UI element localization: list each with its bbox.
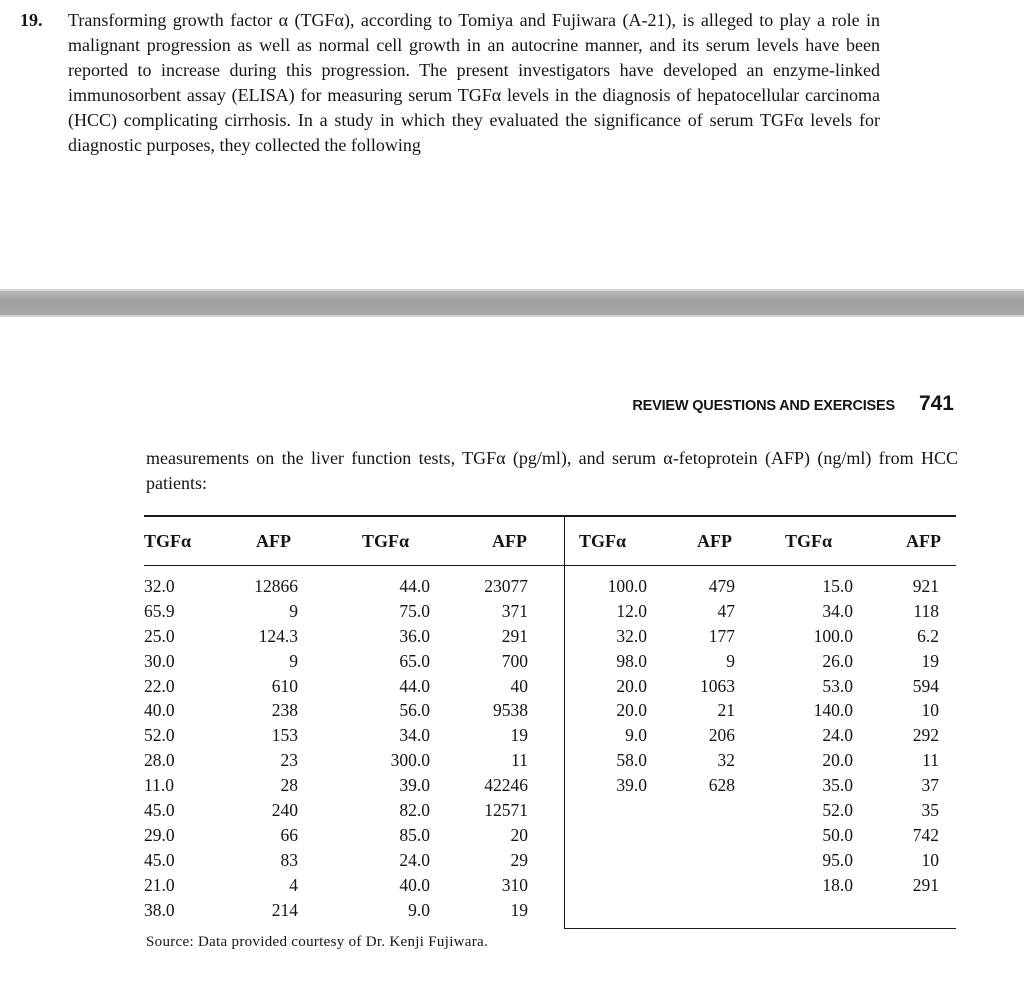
table-cell: 9 xyxy=(289,600,298,621)
header-cell: AFP xyxy=(697,530,732,551)
table-cell: 10 xyxy=(921,700,939,721)
page-number: 741 xyxy=(918,392,954,415)
table-cell: 26.0 xyxy=(822,650,853,671)
table-cell: 34.0 xyxy=(399,725,430,746)
table-cell: 11.0 xyxy=(144,775,174,796)
table-cell: 238 xyxy=(271,700,298,721)
table-cell: 479 xyxy=(708,576,735,596)
table-cell: 29.0 xyxy=(144,824,175,845)
table-cell: 65.9 xyxy=(144,600,175,621)
table-cell: 4 xyxy=(289,874,298,895)
table-column xyxy=(565,574,647,922)
table-cell: 52.0 xyxy=(144,725,175,746)
header-cell: AFP xyxy=(492,530,527,551)
table-cell: 15.0 xyxy=(822,576,853,596)
table-cell: 1063 xyxy=(700,675,735,696)
data-table xyxy=(144,515,956,929)
table-cell: 36.0 xyxy=(399,625,430,646)
table-cell: 82.0 xyxy=(399,800,430,821)
table-cell: 9.0 xyxy=(625,725,647,746)
header-cell: AFP xyxy=(256,530,291,551)
table-column xyxy=(298,574,430,922)
table-cell: 11 xyxy=(922,750,939,771)
table-cell: 75.0 xyxy=(399,600,430,621)
table-cell: 371 xyxy=(501,600,528,621)
table-cell: 20 xyxy=(510,824,528,845)
running-head-title: REVIEW QUESTIONS AND EXERCISES xyxy=(632,398,895,414)
header-cell: TGFα xyxy=(785,530,833,551)
table-cell: 29 xyxy=(510,849,528,870)
table-cell: 66 xyxy=(280,824,298,845)
table-cell: 300.0 xyxy=(390,750,430,771)
table-cell: 177 xyxy=(708,625,735,646)
table-cell: 100.0 xyxy=(813,625,853,646)
table-column xyxy=(735,574,853,922)
table-cell: 292 xyxy=(912,725,939,746)
table-cell: 32.0 xyxy=(616,625,647,646)
table-cell: 19 xyxy=(921,650,939,671)
table-cell: 45.0 xyxy=(144,849,175,870)
table-cell: 23077 xyxy=(484,576,528,596)
table-cell: 24.0 xyxy=(822,725,853,746)
table-source-note: Source: Data provided courtesy of Dr. Kenji Fujiwara. xyxy=(146,934,489,950)
intro-text: measurements on the liver function tests, TGFα (pg/ml), and serum α-fetoprotein (AFP) (ng/ml) from HCC patients: xyxy=(146,448,958,493)
header-cell: AFP xyxy=(906,530,941,551)
table-cell: 594 xyxy=(912,675,939,696)
table-cell: 35.0 xyxy=(822,775,853,796)
table-cell: 58.0 xyxy=(616,750,647,771)
table-cell: 25.0 xyxy=(144,625,175,646)
exercise-block xyxy=(20,8,880,158)
table-cell: 9 xyxy=(289,650,298,671)
table-cell: 214 xyxy=(271,899,298,920)
table-cell: 37 xyxy=(921,775,939,796)
table-cell: 24.0 xyxy=(399,849,430,870)
table-cell: 38.0 xyxy=(144,899,175,920)
table-cell: 19 xyxy=(510,899,528,920)
table-cell: 19 xyxy=(510,725,528,746)
table-cell: 921 xyxy=(912,576,939,596)
table-cell: 53.0 xyxy=(822,675,853,696)
table-cell: 32 xyxy=(717,750,735,771)
table-cell: 28.0 xyxy=(144,750,175,771)
table-cell: 742 xyxy=(912,824,939,845)
table-cell: 20.0 xyxy=(616,700,647,721)
table-cell: 35 xyxy=(921,800,939,821)
table-column xyxy=(430,574,528,922)
table-cell: 118 xyxy=(913,600,939,621)
table-cell: 700 xyxy=(501,650,528,671)
table-cell: 44.0 xyxy=(399,675,430,696)
table-cell: 47 xyxy=(717,600,735,621)
table-cell: 291 xyxy=(501,625,528,646)
table-cell: 100.0 xyxy=(607,576,647,596)
table-cell: 45.0 xyxy=(144,800,175,821)
table-cell: 9 xyxy=(726,650,735,671)
table-cell: 39.0 xyxy=(399,775,430,796)
table-cell: 28 xyxy=(280,775,298,796)
table-cell: 124.3 xyxy=(258,625,298,646)
table-cell: 9.0 xyxy=(408,899,430,920)
table-cell: 34.0 xyxy=(822,600,853,621)
table-cell: 9538 xyxy=(493,700,528,721)
table-cell: 628 xyxy=(708,775,735,796)
table-cell: 85.0 xyxy=(399,824,430,845)
table-column xyxy=(144,574,214,922)
table-cell: 12571 xyxy=(484,800,528,821)
table-cell: 32.0 xyxy=(144,576,175,596)
table-cell: 21.0 xyxy=(144,874,175,895)
table-cell: 240 xyxy=(271,800,298,821)
table-cell: 65.0 xyxy=(399,650,430,671)
table-cell: 153 xyxy=(271,725,298,746)
table-cell: 12.0 xyxy=(616,600,647,621)
table-cell: 291 xyxy=(912,874,939,895)
table-cell: 12866 xyxy=(254,576,298,596)
page-break-divider xyxy=(0,289,1024,317)
table-cell: 22.0 xyxy=(144,675,175,696)
table-cell: 20.0 xyxy=(822,750,853,771)
table-cell: 98.0 xyxy=(616,650,647,671)
table-cell: 20.0 xyxy=(616,675,647,696)
table-cell: 6.2 xyxy=(917,625,939,646)
table-cell: 40.0 xyxy=(399,874,430,895)
table-cell: 18.0 xyxy=(822,874,853,895)
table-cell: 206 xyxy=(708,725,735,746)
table-cell: 10 xyxy=(921,849,939,870)
running-head xyxy=(632,392,954,416)
table-cell: 310 xyxy=(501,874,528,895)
table-cell: 95.0 xyxy=(822,849,853,870)
table-cell: 21 xyxy=(717,700,735,721)
table-cell: 23 xyxy=(280,750,298,771)
table-column xyxy=(853,574,939,922)
table-cell: 52.0 xyxy=(822,800,853,821)
table-cell: 140.0 xyxy=(813,700,853,721)
table-column xyxy=(214,574,298,922)
table-cell: 56.0 xyxy=(399,700,430,721)
table-body xyxy=(144,566,956,928)
table-cell: 39.0 xyxy=(616,775,647,796)
table-bottom-rule xyxy=(564,928,956,929)
table-cell: 40 xyxy=(510,675,528,696)
table-cell: 44.0 xyxy=(399,576,430,596)
table-cell: 11 xyxy=(511,750,528,771)
header-cell: TGFα xyxy=(362,530,410,551)
table-header-row xyxy=(144,517,956,565)
question-number: 19. xyxy=(20,10,43,30)
question-text: Transforming growth factor α (TGFα), according to Tomiya and Fujiwara (A-21), is alleged to play a role in malignant progression as well as normal cell growth in an autocrine manner, and its serum levels have been reported to increase during this progression. The present investigators have developed an enzyme-linked immunosorbent assay (ELISA) for measuring serum TGFα levels in the diagnosis of hepatocellular carcinoma (HCC) complicating cirrhosis. In a study in which they evaluated the significance of serum TGFα levels for diagnostic purposes, they collected the following xyxy=(68,10,880,155)
table-cell: 83 xyxy=(280,849,298,870)
header-cell: TGFα xyxy=(579,530,627,551)
table-cell: 42246 xyxy=(484,775,528,796)
table-cell: 30.0 xyxy=(144,650,175,671)
header-cell: TGFα xyxy=(144,530,192,551)
table-cell: 50.0 xyxy=(822,824,853,845)
table-column xyxy=(647,574,735,922)
table-cell: 40.0 xyxy=(144,700,175,721)
table-cell: 610 xyxy=(271,675,298,696)
